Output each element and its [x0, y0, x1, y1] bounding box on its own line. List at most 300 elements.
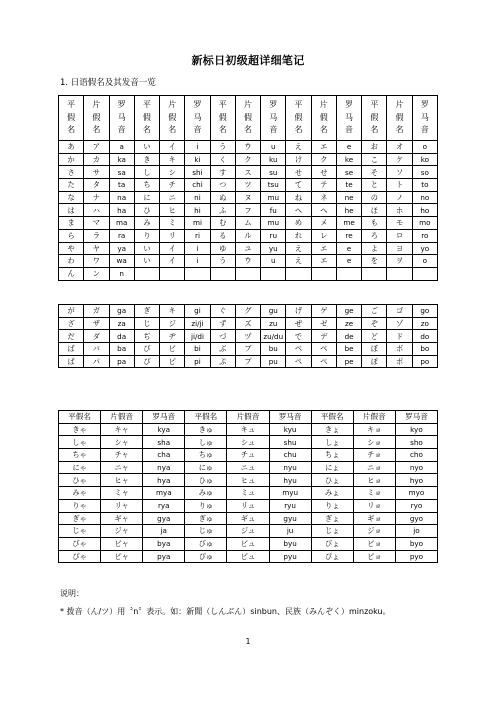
table-cell: キャ	[101, 423, 143, 436]
table-cell: ろ	[362, 229, 387, 242]
table-cell: jo	[395, 525, 437, 538]
table-cell: ぢ	[134, 330, 159, 343]
table-cell: ヌ	[235, 191, 260, 204]
table-cell: え	[286, 242, 311, 255]
table-cell: ず	[210, 317, 235, 330]
table-cell: zu	[261, 317, 286, 330]
table-cell: べ	[286, 343, 311, 356]
table-cell: ぷ	[210, 355, 235, 368]
table-cell: ピュ	[227, 550, 269, 563]
voiced-kana-table	[58, 304, 438, 368]
table-cell: キュ	[227, 423, 269, 436]
table-cell: て	[286, 179, 311, 192]
table-cell: mya	[143, 487, 185, 500]
table-cell: ほ	[362, 204, 387, 217]
table-header-row	[59, 96, 438, 141]
table-cell: く	[210, 153, 235, 166]
table-cell: びゅ	[185, 537, 227, 550]
table-cell: to	[412, 179, 437, 192]
table-cell: be	[336, 343, 361, 356]
table-cell: みょ	[311, 487, 353, 500]
table-cell: ギュ	[227, 512, 269, 525]
table-row	[59, 179, 438, 192]
table-cell: ゲ	[311, 305, 336, 318]
table-cell: レ	[311, 229, 336, 242]
table-cell: よ	[362, 242, 387, 255]
table-cell: ぴゅ	[185, 550, 227, 563]
table-row	[59, 423, 438, 436]
table-cell: ぬ	[210, 191, 235, 204]
table-cell: e	[336, 242, 361, 255]
table-cell: ひ	[134, 204, 159, 217]
table-cell	[185, 267, 210, 280]
table-cell: びゃ	[59, 537, 101, 550]
contracted-sound-table	[58, 410, 438, 563]
table-cell: わ	[59, 255, 84, 268]
table-cell: フ	[235, 204, 260, 217]
table-header-cell: 罗 马 音	[185, 96, 210, 141]
table-row	[59, 436, 438, 449]
table-cell: ユ	[235, 242, 260, 255]
table-cell: gyu	[269, 512, 311, 525]
table-cell: メ	[311, 217, 336, 230]
table-cell: u	[261, 255, 286, 268]
table-cell: チュ	[227, 449, 269, 462]
table-cell: じ	[134, 317, 159, 330]
table-cell: ぐ	[210, 305, 235, 318]
table-cell: カ	[84, 153, 109, 166]
table-cell: ン	[84, 267, 109, 280]
table-cell: pu	[261, 355, 286, 368]
table-cell: れ	[286, 229, 311, 242]
table-cell: テ	[311, 179, 336, 192]
section-heading: 1. 日语假名及其发音一览	[60, 78, 156, 88]
table-cell: ho	[412, 204, 437, 217]
table-cell: ポ	[387, 355, 412, 368]
table-cell: gyo	[395, 512, 437, 525]
table-cell: い	[134, 141, 159, 154]
table-cell: な	[59, 191, 84, 204]
table-cell: あ	[59, 141, 84, 154]
table-cell: ヨ	[387, 242, 412, 255]
table-cell: だ	[59, 330, 84, 343]
basic-kana-table	[58, 95, 438, 281]
table-cell: ビョ	[353, 537, 395, 550]
table-cell: hyu	[269, 474, 311, 487]
table-cell: の	[362, 191, 387, 204]
table-cell: o	[412, 255, 437, 268]
table-cell: リョ	[353, 499, 395, 512]
document-title: 新标日初级超详细笔记	[191, 54, 305, 67]
table-cell: へ	[311, 204, 336, 217]
table-cell: fu	[261, 204, 286, 217]
table-cell: pi	[185, 355, 210, 368]
table-cell: バ	[84, 343, 109, 356]
table-cell: エ	[311, 141, 336, 154]
table-cell: ニュ	[227, 461, 269, 474]
table-cell: ma	[109, 217, 134, 230]
table-cell: ク	[235, 153, 260, 166]
table-header-cell: 罗 马 音	[412, 96, 437, 141]
table-cell: chu	[269, 449, 311, 462]
table-cell: ム	[235, 217, 260, 230]
table-cell: け	[286, 153, 311, 166]
table-header-cell: 片 假 名	[84, 96, 109, 141]
table-cell: po	[412, 355, 437, 368]
table-cell: リャ	[101, 499, 143, 512]
table-cell: ピ	[160, 355, 185, 368]
table-cell: pa	[109, 355, 134, 368]
table-cell	[286, 267, 311, 280]
table-cell: グ	[235, 305, 260, 318]
table-header-cell: 片 假 名	[235, 96, 260, 141]
table-cell: ド	[387, 330, 412, 343]
table-cell: シュ	[227, 436, 269, 449]
table-cell: so	[412, 166, 437, 179]
table-cell: re	[336, 229, 361, 242]
table-cell: さ	[59, 166, 84, 179]
table-cell: ハ	[84, 204, 109, 217]
table-cell: mi	[185, 217, 210, 230]
table-header-cell: 罗 马 音	[336, 96, 361, 141]
table-row	[59, 317, 438, 330]
table-cell: bya	[143, 537, 185, 550]
table-cell: ミ	[160, 217, 185, 230]
table-cell: pyu	[269, 550, 311, 563]
table-cell: ば	[59, 343, 84, 356]
table-row	[59, 449, 438, 462]
page-number: 1	[245, 637, 251, 646]
table-cell: ゴ	[387, 305, 412, 318]
table-cell: chi	[185, 179, 210, 192]
table-cell: ん	[59, 267, 84, 280]
table-cell: sa	[109, 166, 134, 179]
table-cell: ge	[336, 305, 361, 318]
table-cell: は	[59, 204, 84, 217]
table-cell: ku	[261, 153, 286, 166]
table-cell: sho	[395, 436, 437, 449]
table-cell: ア	[84, 141, 109, 154]
table-cell: デ	[311, 330, 336, 343]
table-row	[59, 255, 438, 268]
table-cell: ぴゃ	[59, 550, 101, 563]
table-header-cell: 平假名	[185, 411, 227, 424]
table-cell: エ	[311, 255, 336, 268]
table-cell: サ	[84, 166, 109, 179]
table-header-cell: 平 假 名	[134, 96, 159, 141]
table-row	[59, 499, 438, 512]
table-cell: kyu	[269, 423, 311, 436]
table-cell: ホ	[387, 204, 412, 217]
table-cell: ko	[412, 153, 437, 166]
table-row	[59, 461, 438, 474]
table-cell: オ	[387, 141, 412, 154]
table-cell: む	[210, 217, 235, 230]
table-cell: ツ	[235, 179, 260, 192]
table-cell: ぶ	[210, 343, 235, 356]
table-cell: キ	[160, 153, 185, 166]
table-cell: ズ	[235, 317, 260, 330]
table-cell: bo	[412, 343, 437, 356]
table-cell: zu/du	[261, 330, 286, 343]
table-row	[59, 229, 438, 242]
table-cell: ゼ	[311, 317, 336, 330]
table-cell: ミョ	[353, 487, 395, 500]
table-cell: ジュ	[227, 525, 269, 538]
table-header-cell: 罗 马 音	[109, 96, 134, 141]
table-row	[59, 525, 438, 538]
table-cell: ぜ	[286, 317, 311, 330]
table-cell: う	[210, 255, 235, 268]
table-cell: ピョ	[353, 550, 395, 563]
table-cell: ニャ	[101, 461, 143, 474]
table-cell: kya	[143, 423, 185, 436]
table-cell: sha	[143, 436, 185, 449]
table-cell: ヅ	[235, 330, 260, 343]
table-cell: o	[412, 141, 437, 154]
table-cell: ざ	[59, 317, 84, 330]
table-header-cell: 罗马音	[269, 411, 311, 424]
table-header-cell: 平假名	[59, 411, 101, 424]
table-cell: ザ	[84, 317, 109, 330]
table-cell: しゅ	[185, 436, 227, 449]
table-cell: ト	[387, 179, 412, 192]
table-cell: mu	[261, 191, 286, 204]
table-cell: え	[286, 255, 311, 268]
table-cell: ちょ	[311, 449, 353, 462]
table-cell: zi/ji	[185, 317, 210, 330]
table-cell: お	[362, 141, 387, 154]
table-header-cell: 片假音	[353, 411, 395, 424]
table-cell: nya	[143, 461, 185, 474]
table-cell: ぺ	[311, 355, 336, 368]
table-cell: ギョ	[353, 512, 395, 525]
table-cell: ka	[109, 153, 134, 166]
table-cell: ヂ	[160, 330, 185, 343]
table-cell: na	[109, 191, 134, 204]
table-cell: せ	[311, 166, 336, 179]
table-cell: し	[134, 166, 159, 179]
table-cell: ジョ	[353, 525, 395, 538]
table-cell: pya	[143, 550, 185, 563]
table-cell: ス	[235, 166, 260, 179]
table-cell: ぴょ	[311, 550, 353, 563]
table-cell: きゃ	[59, 423, 101, 436]
table-row	[59, 141, 438, 154]
table-cell: hi	[185, 204, 210, 217]
table-cell: リュ	[227, 499, 269, 512]
table-cell: りゃ	[59, 499, 101, 512]
table-header-cell: 片 假 名	[160, 96, 185, 141]
table-cell: nyo	[395, 461, 437, 474]
table-cell: ヒョ	[353, 474, 395, 487]
table-cell: ク	[311, 153, 336, 166]
table-cell: い	[134, 242, 159, 255]
table-cell: ju	[269, 525, 311, 538]
table-cell: gi	[185, 305, 210, 318]
table-cell: びょ	[311, 537, 353, 550]
table-cell: ブ	[235, 343, 260, 356]
table-cell: ご	[362, 305, 387, 318]
table-cell: gu	[261, 305, 286, 318]
table-row	[59, 217, 438, 230]
table-cell: と	[362, 179, 387, 192]
table-cell: せ	[286, 166, 311, 179]
table-cell: ニ	[160, 191, 185, 204]
table-cell: ね	[286, 191, 311, 204]
table-cell: ゾ	[387, 317, 412, 330]
table-header-cell: 片 假 名	[387, 96, 412, 141]
table-cell: ら	[59, 229, 84, 242]
table-cell: ri	[185, 229, 210, 242]
table-cell: ぱ	[59, 355, 84, 368]
table-cell: え	[286, 141, 311, 154]
table-cell: ノ	[387, 191, 412, 204]
table-cell: myo	[395, 487, 437, 500]
table-row	[59, 512, 438, 525]
table-cell: e	[336, 255, 361, 268]
table-cell: ja	[143, 525, 185, 538]
table-cell: ボ	[387, 343, 412, 356]
table-cell: n	[109, 267, 134, 280]
table-cell: チョ	[353, 449, 395, 462]
table-cell: イ	[160, 141, 185, 154]
table-cell: マ	[84, 217, 109, 230]
table-cell: に	[134, 191, 159, 204]
table-cell: パ	[84, 355, 109, 368]
table-cell: プ	[235, 355, 260, 368]
table-cell: ネ	[311, 191, 336, 204]
table-cell: ダ	[84, 330, 109, 343]
table-cell: ぎゃ	[59, 512, 101, 525]
table-cell: i	[185, 242, 210, 255]
table-cell: bi	[185, 343, 210, 356]
table-cell: te	[336, 179, 361, 192]
table-cell: る	[210, 229, 235, 242]
table-cell: ke	[336, 153, 361, 166]
table-cell: りょ	[311, 499, 353, 512]
table-cell: つ	[210, 179, 235, 192]
table-cell: ta	[109, 179, 134, 192]
table-cell: ま	[59, 217, 84, 230]
table-cell: か	[59, 153, 84, 166]
table-cell: mu	[261, 217, 286, 230]
table-cell: shu	[269, 436, 311, 449]
table-cell: cha	[143, 449, 185, 462]
table-cell: きょ	[311, 423, 353, 436]
table-cell: ど	[362, 330, 387, 343]
table-row	[59, 487, 438, 500]
table-cell: ふ	[210, 204, 235, 217]
table-cell: ya	[109, 242, 134, 255]
table-row	[59, 343, 438, 356]
table-cell: い	[134, 255, 159, 268]
table-row	[59, 537, 438, 550]
table-row	[59, 267, 438, 280]
table-header-cell: 片 假 名	[311, 96, 336, 141]
table-cell: ウ	[235, 141, 260, 154]
table-cell: e	[336, 141, 361, 154]
table-cell: ru	[261, 229, 286, 242]
table-cell: zo	[412, 317, 437, 330]
table-cell: ショ	[353, 436, 395, 449]
table-cell	[210, 267, 235, 280]
table-cell: ニョ	[353, 461, 395, 474]
table-cell: ぽ	[362, 355, 387, 368]
table-cell: で	[286, 330, 311, 343]
table-cell: にょ	[311, 461, 353, 474]
table-cell	[235, 267, 260, 280]
table-row	[59, 550, 438, 563]
table-row	[59, 166, 438, 179]
table-cell: yu	[261, 242, 286, 255]
table-cell: ze	[336, 317, 361, 330]
table-cell: りゅ	[185, 499, 227, 512]
table-cell: み	[134, 217, 159, 230]
table-cell: i	[185, 255, 210, 268]
table-cell: エ	[311, 242, 336, 255]
table-cell: ha	[109, 204, 134, 217]
table-cell: ミャ	[101, 487, 143, 500]
table-row	[59, 153, 438, 166]
table-cell: ちゅ	[185, 449, 227, 462]
table-cell: ビ	[160, 343, 185, 356]
table-cell: shi	[185, 166, 210, 179]
table-cell: su	[261, 166, 286, 179]
table-header-cell: 罗 马 音	[261, 96, 286, 141]
table-cell: タ	[84, 179, 109, 192]
table-cell: や	[59, 242, 84, 255]
table-cell: hyo	[395, 474, 437, 487]
table-cell: ケ	[387, 153, 412, 166]
table-header-row	[59, 411, 438, 424]
table-cell: ryo	[395, 499, 437, 512]
table-row	[59, 330, 438, 343]
table-cell: ji/di	[185, 330, 210, 343]
table-cell: め	[286, 217, 311, 230]
table-cell: ラ	[84, 229, 109, 242]
table-cell: リ	[160, 229, 185, 242]
table-cell: ぎょ	[311, 512, 353, 525]
table-header-cell: 片假音	[227, 411, 269, 424]
table-cell: byu	[269, 537, 311, 550]
table-cell: ga	[109, 305, 134, 318]
table-cell: ぎゅ	[185, 512, 227, 525]
table-cell	[311, 267, 336, 280]
table-cell: rya	[143, 499, 185, 512]
table-cell: ピャ	[101, 550, 143, 563]
table-cell: きゅ	[185, 423, 227, 436]
table-cell: みゅ	[185, 487, 227, 500]
table-cell: ヒ	[160, 204, 185, 217]
table-cell: da	[109, 330, 134, 343]
table-cell: gya	[143, 512, 185, 525]
table-row	[59, 242, 438, 255]
table-cell: ロ	[387, 229, 412, 242]
table-row	[59, 474, 438, 487]
table-header-cell: 平 假 名	[59, 96, 84, 141]
table-cell: u	[261, 141, 286, 154]
table-cell: ぼ	[362, 343, 387, 356]
table-cell: き	[134, 153, 159, 166]
table-cell: ナ	[84, 191, 109, 204]
table-row	[59, 305, 438, 318]
table-cell: ぎ	[134, 305, 159, 318]
table-cell	[261, 267, 286, 280]
table-cell: づ	[210, 330, 235, 343]
table-cell: へ	[286, 204, 311, 217]
table-header-cell: 平 假 名	[286, 96, 311, 141]
